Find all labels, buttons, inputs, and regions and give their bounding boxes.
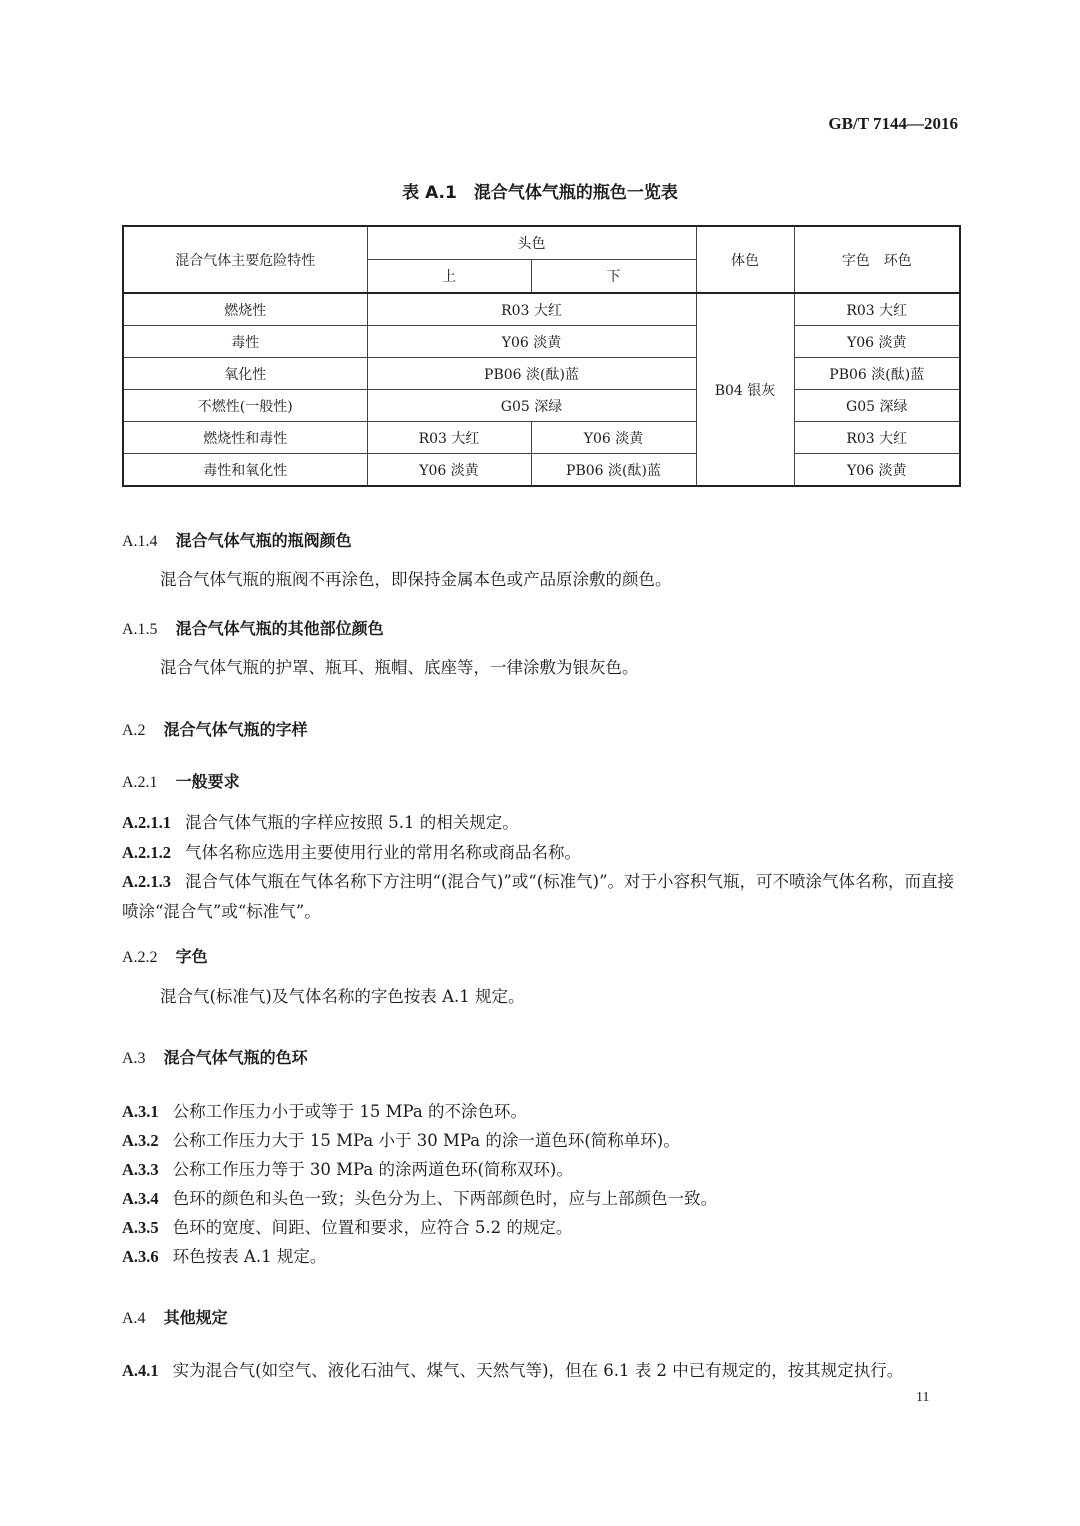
section-title: 其他规定: [163, 1308, 228, 1327]
hazard-cell: 不燃性(一般性): [123, 390, 367, 422]
cylinder-color-table: [122, 225, 961, 487]
clause-a213: [122, 867, 962, 927]
clause-text: 色环的宽度、间距、位置和要求，应符合 5.2 的规定。: [172, 1218, 573, 1237]
clause-a34: [122, 1184, 962, 1214]
hazard-cell: 毒性和氧化性: [123, 454, 367, 487]
paragraph-a22: 混合气(标准气)及气体名称的字色按表 A.1 规定。: [160, 987, 525, 1006]
text-ring-cell: R03 大红: [794, 422, 960, 454]
clause-number: A.4.1: [122, 1361, 159, 1380]
text-ring-cell: PB06 淡(酞)蓝: [794, 358, 960, 390]
upper-color-cell: R03 大红: [367, 422, 531, 454]
head-color-cell: G05 深绿: [367, 390, 696, 422]
heading-a2: [122, 717, 308, 740]
text-ring-cell: Y06 淡黄: [794, 454, 960, 487]
clause-text: 环色按表 A.1 规定。: [172, 1247, 327, 1266]
heading-a3: [122, 1045, 308, 1068]
table-header-row: [123, 226, 960, 260]
section-number: A.2.1: [122, 774, 158, 791]
clause-a31: [122, 1097, 962, 1127]
clause-a33: [122, 1155, 962, 1185]
clause-number: A.3.6: [122, 1247, 159, 1266]
table-row: [123, 390, 960, 422]
head-color-cell: R03 大红: [367, 293, 696, 326]
section-title: 混合气体气瓶的其他部位颜色: [175, 619, 384, 638]
clause-number: A.2.1.3: [122, 872, 172, 891]
hazard-cell: 毒性: [123, 326, 367, 358]
clause-number: A.3.5: [122, 1218, 159, 1237]
clause-text: 混合气体气瓶的字样应按照 5.1 的相关规定。: [185, 813, 519, 832]
hazard-cell: 氧化性: [123, 358, 367, 390]
clause-text: 公称工作压力小于或等于 15 MPa 的不涂色环。: [172, 1102, 527, 1121]
table-title: 表 A.1 混合气体气瓶的瓶色一览表: [402, 183, 678, 203]
clause-a32: [122, 1126, 962, 1156]
heading-a15: [122, 616, 384, 639]
section-number: A.1.4: [122, 533, 158, 550]
heading-a22: [122, 944, 208, 967]
section-number: A.3: [122, 1050, 146, 1067]
body-color-cell: B04 银灰: [696, 293, 794, 486]
section-title: 混合气体气瓶的色环: [163, 1048, 308, 1067]
section-number: A.4: [122, 1310, 146, 1327]
lower-color-cell: Y06 淡黄: [531, 422, 696, 454]
paragraph-a14: 混合气体气瓶的瓶阀不再涂色，即保持金属本色或产品原涂敷的颜色。: [160, 570, 672, 589]
standard-code: GB/T 7144—2016: [828, 114, 958, 133]
section-title: 字色: [175, 947, 208, 966]
section-number: A.1.5: [122, 621, 158, 638]
head-color-cell: PB06 淡(酞)蓝: [367, 358, 696, 390]
header-text-ring-color: 字色 环色: [794, 226, 960, 293]
clause-a35: [122, 1213, 962, 1243]
clause-number: A.3.4: [122, 1189, 159, 1208]
section-number: A.2.2: [122, 949, 158, 966]
hazard-cell: 燃烧性: [123, 293, 367, 326]
lower-color-cell: PB06 淡(酞)蓝: [531, 454, 696, 487]
page-number: 11: [916, 1390, 930, 1405]
clause-number: A.2.1.2: [122, 843, 172, 862]
clause-a211: [122, 808, 962, 838]
clause-text: 气体名称应选用主要使用行业的常用名称或商品名称。: [185, 843, 582, 862]
clause-number: A.3.2: [122, 1131, 159, 1150]
table-row: [123, 326, 960, 358]
head-color-cell: Y06 淡黄: [367, 326, 696, 358]
section-title: 一般要求: [175, 772, 240, 791]
text-ring-cell: G05 深绿: [794, 390, 960, 422]
hazard-cell: 燃烧性和毒性: [123, 422, 367, 454]
clause-a36: [122, 1242, 962, 1272]
clause-number: A.3.3: [122, 1160, 159, 1179]
heading-a4: [122, 1305, 228, 1328]
heading-a21: [122, 769, 240, 792]
paragraph-a15: 混合气体气瓶的护罩、瓶耳、瓶帽、底座等，一律涂敷为银灰色。: [160, 658, 639, 677]
header-head-color: 头色: [367, 226, 696, 260]
clause-text: 混合气体气瓶在气体名称下方注明“(混合气)”或“(标准气)”。对于小容积气瓶，可不喷涂气体名称，而直接喷涂“混合气”或“标准气”。: [122, 872, 955, 921]
clause-text: 公称工作压力大于 15 MPa 小于 30 MPa 的涂一道色环(简称单环)。: [172, 1131, 680, 1150]
clause-a212: [122, 838, 962, 868]
header-lower: 下: [531, 260, 696, 294]
text-ring-cell: R03 大红: [794, 293, 960, 326]
upper-color-cell: Y06 淡黄: [367, 454, 531, 487]
header-body-color: 体色: [696, 226, 794, 293]
clause-number: A.2.1.1: [122, 813, 172, 832]
section-title: 混合气体气瓶的瓶阀颜色: [175, 531, 352, 550]
section-title: 混合气体气瓶的字样: [163, 720, 308, 739]
table-row: [123, 293, 960, 326]
clause-text: 公称工作压力等于 30 MPa 的涂两道色环(简称双环)。: [172, 1160, 573, 1179]
clause-text: 色环的颜色和头色一致；头色分为上、下两部颜色时，应与上部颜色一致。: [172, 1189, 718, 1208]
header-hazard: 混合气体主要危险特性: [123, 226, 367, 293]
clause-text: 实为混合气(如空气、液化石油气、煤气、天然气等)，但在 6.1 表 2 中已有规定的，按其规定执行。: [172, 1361, 904, 1380]
clause-number: A.3.1: [122, 1102, 159, 1121]
heading-a14: [122, 528, 352, 551]
clause-a41: [122, 1356, 962, 1386]
table-row: [123, 358, 960, 390]
text-ring-cell: Y06 淡黄: [794, 326, 960, 358]
section-number: A.2: [122, 722, 146, 739]
table-row: [123, 422, 960, 454]
table-row: [123, 454, 960, 487]
header-upper: 上: [367, 260, 531, 294]
